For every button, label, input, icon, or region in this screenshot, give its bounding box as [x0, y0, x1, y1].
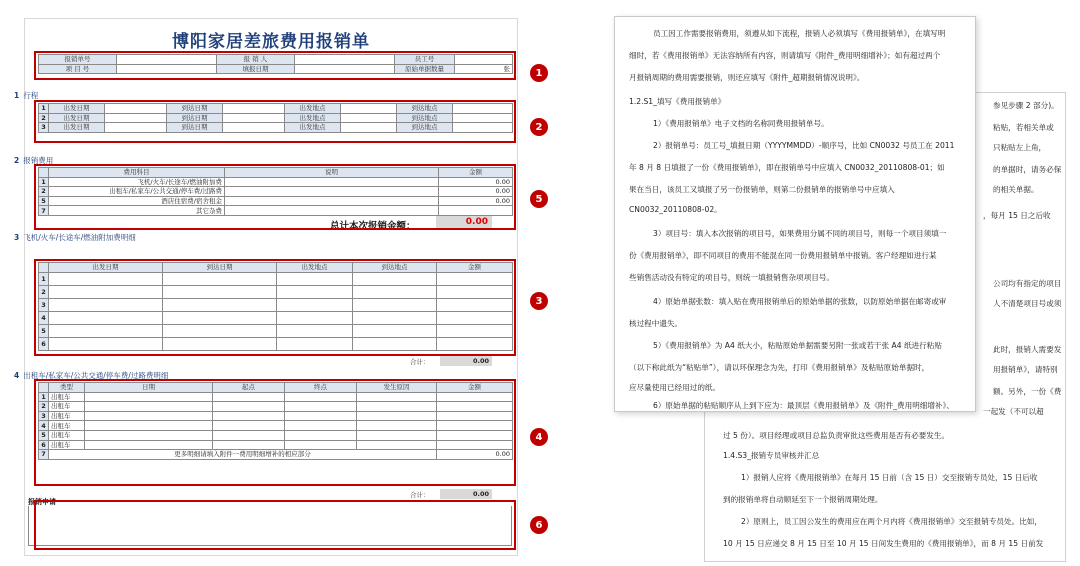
front-line: 应尽量使用已经用过的纸。: [629, 383, 721, 392]
expense-item: 飞机/火车/长途车/燃油附加费: [49, 177, 225, 187]
col-expense-item: 费用科目: [49, 168, 225, 178]
row-num: 1: [39, 104, 49, 114]
front-line: 5）《费用报销单》为 A4 纸大小，粘贴原始单据需要另附一张或若干张 A4 纸进行粘贴: [653, 341, 942, 350]
highlight-box-1: [34, 51, 516, 80]
badge-4: 4: [530, 428, 548, 446]
front-line: 4）原始单据张数：填入贴在费用报销单后的原始单据的张数，以防原始单据在邮寄或审: [653, 297, 947, 306]
col-arrive-place: 到达地点: [353, 263, 437, 273]
badge-5: 5: [530, 190, 548, 208]
col-end: 终点: [285, 383, 357, 393]
front-line: 6）原始单据的粘贴顺序从上到下应为：最顶层《费用报销单》及《附件_费用明细增补》、: [653, 401, 954, 410]
label-doc-count: 原始单据数量: [395, 64, 455, 74]
section-3-num: 3: [14, 233, 20, 242]
highlight-box-6: [34, 500, 516, 550]
row-num: 6: [39, 337, 49, 350]
back-fragment: 的相关单据。: [993, 185, 1039, 194]
note-amount: 0.00: [437, 450, 513, 460]
back-fragment: 公司均有指定的项目: [993, 279, 1062, 288]
front-line: 2）报销单号：员工号_填报日期（YYYYMMDD）-顺序号，比如 CN0032 号员工在 2011: [653, 141, 955, 150]
section-3-subtotal-label: 合计：: [410, 358, 430, 366]
label-employee-no: 员工号: [395, 55, 455, 65]
front-line: 1）《费用报销单》电子文档的名称同费用报销单号。: [653, 119, 829, 128]
label-depart-date: 出发日期: [49, 123, 105, 133]
back-fragment: 粘贴，若相关单或: [993, 123, 1054, 132]
back-fragment: 人不清楚项目号或须: [993, 299, 1062, 308]
row-num: 2: [39, 402, 49, 412]
row-num: 5: [39, 430, 49, 440]
label-project-no: 项 目 号: [39, 64, 117, 74]
highlight-box-2: [34, 100, 516, 143]
total-label: 总计本次报销金额：: [330, 221, 416, 232]
type-select[interactable]: 出租车: [49, 411, 85, 421]
section-3-subtotal-value: 0.00: [440, 356, 492, 366]
back-fragment: 此时，报销人需要发: [993, 345, 1062, 354]
back-fragment: 额。另外，一份《费: [993, 387, 1062, 396]
expense-item: 其它杂费: [49, 206, 225, 216]
back-line: 1.4.S3_报销专员审核并汇总: [723, 451, 820, 460]
label-depart-place: 出发地点: [285, 104, 341, 114]
col-date: 日期: [85, 383, 213, 393]
type-select[interactable]: 出租车: [49, 430, 85, 440]
col-amount: 金额: [439, 168, 513, 178]
front-line: 些销售活动没有特定的项目号，则统一填报销售杂项项目号。: [629, 273, 835, 282]
total-value: 0.00: [436, 216, 492, 229]
section-4-label: 出租车/私家车/公共交通/停车费/过路费明细: [23, 371, 169, 380]
row-num: 3: [39, 411, 49, 421]
front-line: 果在当日，该员工又填报了另一份报销单，则第二份报销单的报销单号中应填入: [629, 185, 895, 194]
type-select[interactable]: 出租车: [49, 402, 85, 412]
label-depart-date: 出发日期: [49, 104, 105, 114]
badge-2: 2: [530, 118, 548, 136]
row-num: 5: [39, 196, 49, 206]
front-line: （以下称此纸为“粘贴单”），请以环保理念为先，打印《费用报销单》及粘贴原始单据时，: [629, 363, 930, 372]
col-description: 说明: [225, 168, 439, 178]
section-4-subtotal-value: 0.00: [440, 489, 492, 499]
label-report-no: 报销单号: [39, 55, 117, 65]
row-num: 4: [39, 421, 49, 431]
front-line: 核过程中遗失。: [629, 319, 683, 328]
badge-3: 3: [530, 292, 548, 310]
back-fragment: 参见步骤 2 部分)。: [993, 101, 1059, 110]
section-2-label: 报销费用: [23, 156, 54, 165]
row-num: 3: [39, 298, 49, 311]
more-details-note: 更多明细请填入附件一费用明细增补的相应部分: [49, 450, 437, 460]
label-claimant: 报 销 人: [217, 55, 295, 65]
label-fill-date: 填报日期: [217, 64, 295, 74]
label-arrive-place: 到达地点: [397, 123, 453, 133]
badge-6: 6: [530, 516, 548, 534]
front-line: 细时，若《费用报销单》无法容纳所有内容，则请填写《附件_费用明细增补》；如有超过两个: [629, 51, 941, 60]
front-line: CN0032_20110808-02。: [629, 205, 722, 214]
highlight-box-4: [34, 379, 516, 486]
row-num: 1: [39, 177, 49, 187]
amount-value: 0.00: [439, 177, 513, 187]
back-line: 10 月 15 日应递交 8 月 15 日至 10 月 15 日间发生费用的《费用报销单》，而 8 月 15 日前发: [723, 539, 1044, 548]
type-select[interactable]: 出租车: [49, 421, 85, 431]
row-num: 2: [39, 187, 49, 197]
row-num: 4: [39, 311, 49, 324]
back-line: 到的报销单将自动顺延至下一个报销周期处理。: [723, 495, 883, 504]
col-amount: 金额: [437, 383, 513, 393]
row-num: 5: [39, 324, 49, 337]
row-num: 2: [39, 113, 49, 123]
type-select[interactable]: 出租车: [49, 440, 85, 450]
label-arrive-date: 到达日期: [167, 104, 223, 114]
row-num: 2: [39, 285, 49, 298]
highlight-box-5: [34, 164, 516, 230]
front-subheading: 1.2.S1_填写《费用报销单》: [629, 97, 726, 106]
back-fragment: 用报销单》，请特别: [993, 365, 1058, 374]
amount-value: 0.00: [439, 196, 513, 206]
col-depart-place: 出发地点: [277, 263, 353, 273]
badge-1: 1: [530, 64, 548, 82]
back-fragment: 一起发（不可以超: [983, 407, 1044, 416]
label-arrive-place: 到达地点: [397, 113, 453, 123]
col-amount: 金额: [437, 263, 513, 273]
approval-label: 报销申请: [28, 498, 56, 506]
front-line: 份《费用报销单》，即不同项目的费用不能混在同一份费用报销单中报销。客户经理如进行某: [629, 251, 937, 260]
label-arrive-date: 到达日期: [167, 113, 223, 123]
row-num: 1: [39, 272, 49, 285]
row-num: 7: [39, 450, 49, 460]
back-fragment: 的单据时，请务必保: [993, 165, 1062, 174]
back-line: 1）报销人应将《费用报销单》在每月 15 日前（含 15 日）交至报销专员处，15 日后收: [741, 473, 1038, 482]
label-depart-place: 出发地点: [285, 113, 341, 123]
section-3-title: [14, 232, 136, 243]
col-depart-date: 出发日期: [49, 263, 163, 273]
section-1-num: 1: [14, 91, 20, 100]
row-num: 6: [39, 440, 49, 450]
label-arrive-date: 到达日期: [167, 123, 223, 133]
section-3-label: 飞机/火车/长途车/燃油附加费明细: [23, 233, 136, 242]
section-4-subtotal-label: 合计：: [410, 491, 430, 499]
section-1-label: 行程: [23, 91, 39, 100]
amount-value: 0.00: [439, 187, 513, 197]
row-num: 1: [39, 392, 49, 402]
label-arrive-place: 到达地点: [397, 104, 453, 114]
highlight-box-3: [34, 259, 516, 356]
col-reason: 发生原因: [357, 383, 437, 393]
front-line: 月报销周期的费用需要报销，则还应填写《附件_超期报销情况说明》。: [629, 73, 865, 82]
form-title: 博阳家居差旅费用报销单: [172, 32, 370, 52]
type-select[interactable]: 出租车: [49, 392, 85, 402]
label-depart-place: 出发地点: [285, 123, 341, 133]
doc-count-unit[interactable]: 张: [455, 64, 513, 74]
row-num: 3: [39, 123, 49, 133]
col-start: 起点: [213, 383, 285, 393]
expense-item: 出租车/私家车/公共交通/停车费/过路费: [49, 187, 225, 197]
front-line: 3）项目号：填入本次报销的项目号，如果费用分属不同的项目号，则每一个项目须填一: [653, 229, 947, 238]
back-line: 2）原则上，员工因公发生的费用应在两个月内将《费用报销单》交至报销专员处。比如，: [741, 517, 1042, 526]
instruction-page-front: [614, 16, 976, 412]
label-depart-date: 出发日期: [49, 113, 105, 123]
row-num: 7: [39, 206, 49, 216]
col-type: 类型: [49, 383, 85, 393]
back-line: 过 5 份）。项目经理或项目总监负责审批这些费用是否有必要发生。: [723, 431, 950, 440]
section-4-num: 4: [14, 371, 20, 380]
back-fragment: ，每月 15 日之后收: [983, 211, 1051, 220]
section-2-num: 2: [14, 156, 20, 165]
back-fragment: 只粘贴左上角，: [993, 143, 1047, 152]
expense-item: 酒店住宿费/宿舍租金: [49, 196, 225, 206]
front-line: 年 8 月 8 日填报了一份《费用报销单》，即在报销单号中应填入 CN0032_20110808-01；如: [629, 163, 945, 172]
col-arrive-date: 到达日期: [163, 263, 277, 273]
front-line: 员工因工作需要报销费用，须遵从如下流程，报销人必须填写《费用报销单》，在填写明: [653, 29, 946, 38]
